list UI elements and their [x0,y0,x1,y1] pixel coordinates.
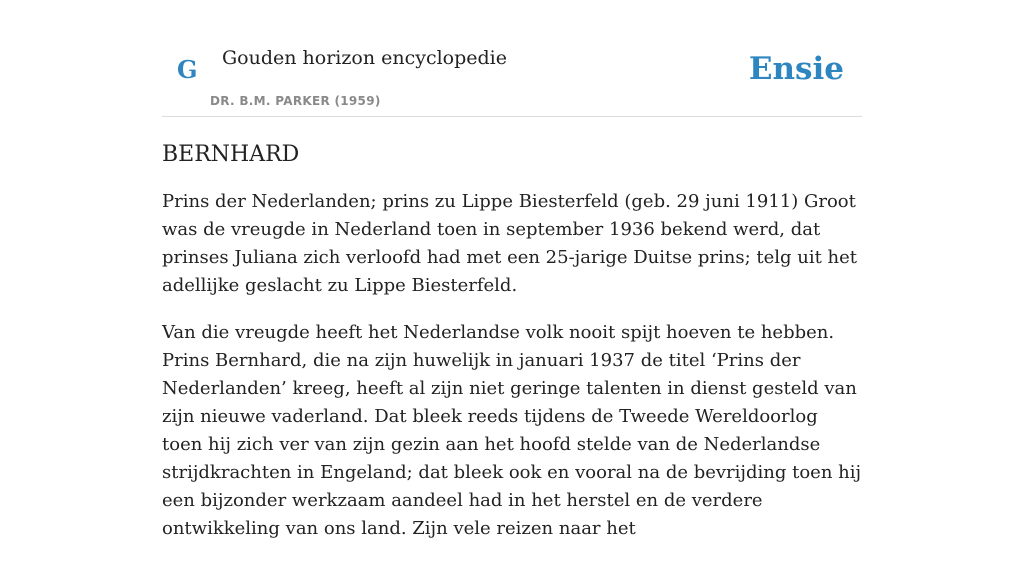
book-title[interactable]: Gouden horizon encyclopedie [222,47,507,69]
header [162,0,862,117]
brand-logo[interactable]: Ensie [748,51,844,87]
article-paragraph: Van die vreugde heeft het Nederlandse volk nooit spijt hoeven te hebben. Prins Bernhard, die na zijn huwelijk in januari 1937 de titel ‘Prins der Nederlanden’ kreeg, heeft al zijn niet geringe talenten in dienst gesteld van zijn nieuwe vaderland. Dat bleek reeds tijdens de Tweede Wereldoorlog toen hij zich ver van zijn gezin aan het hoofd stelde van de Nederlandse strijdkrachten in Engeland; dat bleek ook en vooral na de bevrijding toen hij een bijzonder werkzaam aandeel had in het herstel en de verdere ontwikkeling van ons land. Zijn vele reizen naar het [162,322,862,539]
article [162,136,862,562]
book-author: DR. B.M. PARKER (1959) [210,94,381,108]
book-logo[interactable]: G [177,55,198,84]
entry-title: BERNHARD [162,142,300,167]
article-paragraph: Prins der Nederlanden; prins zu Lippe Biesterfeld (geb. 29 juni 1911) Groot was de vreugde in Nederland toen in september 1936 bekend werd, dat prinses Juliana zich verloofd had met een 25-jarige Duitse prins; telg uit het adellijke geslacht zu Lippe Biesterfeld. [162,191,858,296]
